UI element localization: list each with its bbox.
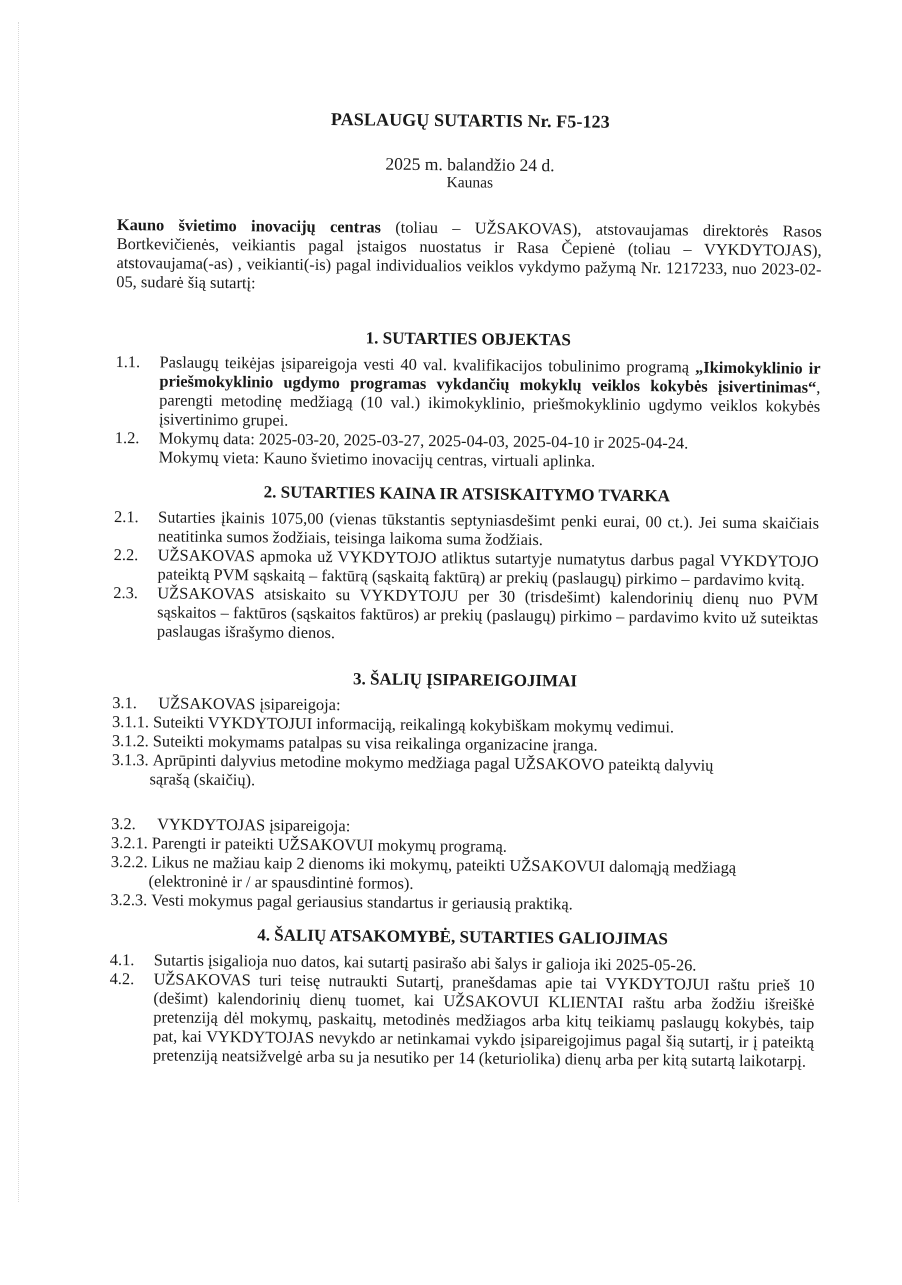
- clause-4-2: [109, 969, 815, 1071]
- clause-number: 3.1.3.: [111, 749, 149, 770]
- clause-number: 1.1.: [115, 351, 141, 372]
- section-heading: 2. SUTARTIES KAINA IR ATSISKAITYMO TVARKA: [263, 482, 671, 506]
- clause-number: 4.1.: [109, 949, 135, 970]
- clause-continuation: (elektroninė ir / ar spausdintinė formos).: [148, 871, 414, 893]
- clause-text: Sutartis įsigalioja nuo datos, kai sutartį pasirašo abi šalys ir galioja iki 2025-05-26.: [153, 950, 697, 975]
- clause-number: 3.2.3.: [110, 889, 148, 910]
- clause-number: 3.1.1.: [112, 711, 150, 732]
- section-2: [113, 480, 820, 647]
- section-heading: 1. SUTARTIES OBJEKTAS: [365, 328, 571, 350]
- clause-text: Aprūpinti dalyvius metodine mokymo medžiaga pagal UŽSAKOVO pateiktą dalyvių: [152, 750, 714, 775]
- clause-text: Suteikti VYKDYTOJUI informaciją, reikalingą kokybiškam mokymų vedimui.: [152, 712, 675, 737]
- document-date: 2025 m. balandžio 24 d.: [385, 153, 555, 176]
- document-city: Kaunas: [446, 174, 494, 192]
- section-heading: 3. ŠALIŲ ĮSIPAREIGOJIMAI: [352, 669, 578, 691]
- clause-text: UŽSAKOVAS įsipareigoja:: [158, 693, 341, 715]
- clause-text: UŽSAKOVAS apmoka už VYKDYTOJO atliktus sutartyje numatytus darbus pagal VYKDYTOJO pateiktą PVM sąskaitą – faktūrą (sąskaitą faktūrą) ar prekių (paslaugų) pirkimo – pardavimo kvitą.: [157, 545, 819, 590]
- scan-edge-artifact: [18, 22, 20, 1202]
- clause-number: 3.1.2.: [111, 730, 149, 751]
- section-1: [115, 325, 821, 473]
- program-title: „Ikimokyklinio ir priešmokyklinio ugdymo programas vykdančių mokyklų veiklos kokybės įsivertinimas“: [159, 357, 821, 397]
- clause-text-part: Paslaugų teikėjas įsipareigoja vesti 40 val. kvalifikacijos tobulinimo programą: [159, 352, 696, 377]
- clause-text-part: , parengti metodinę medžiagą (10 val.) ikimokyklinio, priešmokyklinio ugdymo veiklos kokybės įsivertinimo grupei.: [158, 377, 821, 430]
- contract-page: [109, 108, 823, 1071]
- clause-number: 2.2.: [113, 544, 139, 565]
- clause-text: Suteikti mokymams patalpas su visa reikalinga organizacine įranga.: [152, 731, 598, 755]
- intro-paragraph: [116, 215, 822, 298]
- clause-continuation: sąrašą (skaičių).: [149, 769, 256, 790]
- training-dates: Mokymų data: 2025-03-20, 2025-03-27, 2025-04-03, 2025-04-10 ir 2025-04-24.: [158, 428, 689, 453]
- clause-number: 2.1.: [113, 506, 139, 527]
- clause-text: Vesti mokymus pagal geriausius standartus ir geriausią praktiką.: [151, 890, 573, 914]
- clause-text: UŽSAKOVAS turi teisę nutraukti Sutartį, pranešdamas apie tai VYKDYTOJUI raštu prieš 10 (dešimt) kalendorinių dienų tuomet, kai UŽSAKOVUI KLIENTAI raštu arba žodžiu išreiškė pretenziją dėl mokymų, paskaitų, metodinės medžiagos arba kitų teikiamų paslaugų kokybės, taip pat, kai VYKDYTOJAS nevykdo ar netinkamai vykdo įsipareigojimus pagal šią sutartį, ir į pateiktą pretenziją neatsižvelgė arba su ja nesutiko per 14 (keturiolika) dienų arba per kitą sutartą laikotarpį.: [152, 969, 815, 1071]
- clause-text: Sutarties įkainis 1075,00 (vienas tūkstantis septyniasdešimt penki eurai, 00 ct.). Jei suma skaičiais neatitinka sumos žodžiais, teisinga laikoma suma žodžiais.: [157, 507, 820, 550]
- clause-text: [159, 352, 821, 434]
- clause-number: 4.2.: [109, 968, 135, 989]
- clause-1-2: [115, 428, 820, 473]
- clause-number: 2.3.: [113, 582, 139, 603]
- intro-text: (toliau – UŽSAKOVAS), atstovaujamas direktorės Rasos Bortkevičienės, veikiantis pagal įstaigos nuostatus ir Rasa Čepienė (toliau – VYKDYTOJAS), atstovaujama(-as) , veikianti(-is) pagal individualios veiklos vykdymo pažymą Nr. 1217233, nuo 2023-02-05, sudarė šią sutartį:: [116, 217, 822, 293]
- clause-number: 3.1.: [112, 692, 137, 713]
- document-title: PASLAUGŲ SUTARTIS Nr. F5-123: [330, 109, 610, 132]
- clause-text: Likus ne mažiau kaip 2 dienoms iki mokymų, pateikti UŽSAKOVUI dalomąją medžiagą: [151, 852, 737, 877]
- clause-number: 3.2.: [111, 813, 136, 834]
- clause-number: 3.2.2.: [110, 851, 148, 872]
- clause-text: VYKDYTOJAS įsipareigoja:: [157, 814, 351, 836]
- clause-text: UŽSAKOVAS atsiskaito su VYKDYTOJU per 30 (trisdešimt) kalendorinių dienų nuo PVM sąskaitos – faktūros (sąskaitos faktūros) ar prekių (paslaugų) pirkimo – pardavimo kvito už suteiktas paslaugas išrašymo dienos.: [156, 583, 819, 643]
- clause-2-3: [113, 583, 819, 647]
- section-4: [109, 923, 815, 1071]
- clause-number: 1.2.: [114, 427, 140, 448]
- clause-3-1-3: [111, 750, 816, 795]
- clause-1-1: [115, 352, 821, 435]
- clause-text: [159, 428, 820, 472]
- training-location: Mokymų vieta: Kauno švietimo inovacijų centras, virtuali aplinka.: [158, 447, 596, 471]
- section-heading: 4. ŠALIŲ ATSAKOMYBĖ, SUTARTIES GALIOJIMAS: [257, 925, 668, 949]
- clause-text: Parengti ir pateikti UŽSAKOVUI mokymų programą.: [151, 833, 507, 856]
- clause-number: 3.2.1.: [110, 832, 148, 853]
- section-3: [110, 666, 817, 916]
- client-name: Kauno švietimo inovacijų centras: [116, 214, 382, 237]
